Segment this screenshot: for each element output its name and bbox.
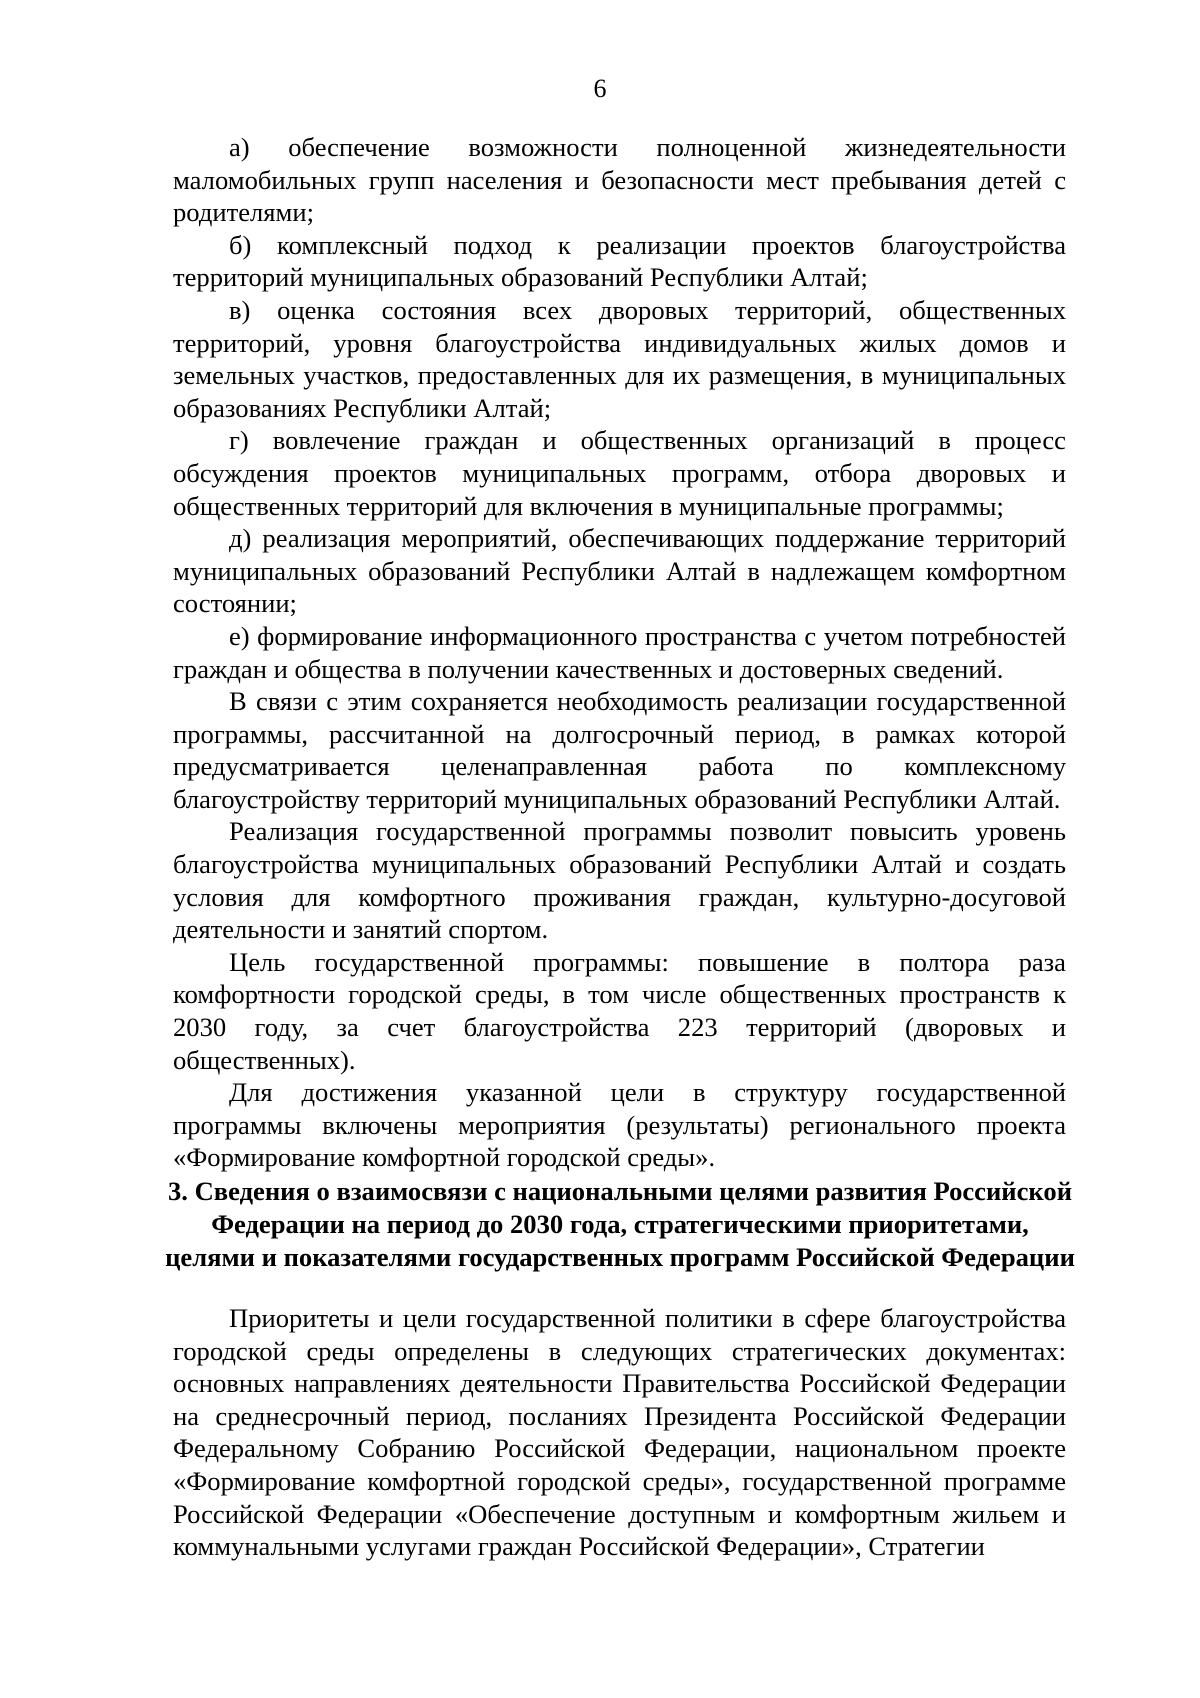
paragraph-structure: Для достижения указанной цели в структуру государственной программы включены мероприятия (результаты) регионального проекта «Формирование комфортной городской среды». (173, 1077, 1066, 1173)
section-heading (160, 1175, 1080, 1274)
paragraph-priorities: Приоритеты и цели государственной политики в сфере благоустройства городской среды определены в следующих стратегических документах: основных направлениях деятельности Правительства Российской Федерации на среднесрочный период, посланиях Президента Российской Федерации Федеральному Собранию Российской Федерации, национальном проекте «Формирование комфортной городской среды», государственной программе Российской Федерации «Обеспечение доступным и комфортным жильем и коммунальными услугами граждан Российской Федерации», Стратегии (173, 1303, 1066, 1562)
page-number: 6 (593, 74, 607, 103)
paragraph-item-e: е) формирование информационного пространства с учетом потребностей граждан и общества в получении качественных и достоверных сведений. (173, 620, 1066, 684)
paragraph-item-v: в) оценка состояния всех дворовых территорий, общественных территорий, уровня благоустройства индивидуальных жилых домов и земельных участков, предоставленных для их размещения, в муниципальных образованиях Республики Алтай; (173, 294, 1066, 423)
paragraph-necessity: В связи с этим сохраняется необходимость реализации государственной программы, рассчитанной на долгосрочный период, в рамках которой предусматривается целенаправленная работа по комплексному благоустройству территорий муниципальных образований Республики Алтай. (173, 686, 1066, 814)
paragraph-goal: Цель государственной программы: повышение в полтора раза комфортности городской среды, в том числе общественных пространств к 2030 году, за счет благоустройства 223 территорий (дворовых и общественных). (173, 946, 1066, 1075)
paragraph-item-a: а) обеспечение возможности полноценной жизнедеятельности маломобильных групп населения и безопасности мест пребывания детей с родителями; (173, 132, 1066, 228)
paragraph-implementation: Реализация государственной программы позволит повысить уровень благоустройства муниципальных образований Республики Алтай и создать условия для комфортного проживания граждан, культурно-досуговой деятельности и занятий спортом. (173, 816, 1066, 945)
section-heading-line-1: 3. Сведения о взаимосвязи с национальными целями развития Российской (167, 1176, 1073, 1206)
paragraph-item-d: д) реализация мероприятий, обеспечивающих поддержание территорий муниципальных образований Республики Алтай в надлежащем комфортном состоянии; (173, 523, 1066, 619)
section-heading-line-2: Федерации на период до 2030 года, стратегическими приоритетами, (211, 1209, 1029, 1239)
paragraph-item-g: г) вовлечение граждан и общественных организаций в процесс обсуждения проектов муниципальных программ, отбора дворовых и общественных территорий для включения в муниципальные программы; (173, 425, 1066, 521)
paragraph-item-b: б) комплексный подход к реализации проектов благоустройства территорий муниципальных образований Республики Алтай; (173, 229, 1066, 293)
body-text-bottom (173, 1302, 1066, 1563)
body-text-top (173, 131, 1066, 1174)
section-heading-line-3: целями и показателями государственных программ Российской Федерации (165, 1242, 1075, 1272)
